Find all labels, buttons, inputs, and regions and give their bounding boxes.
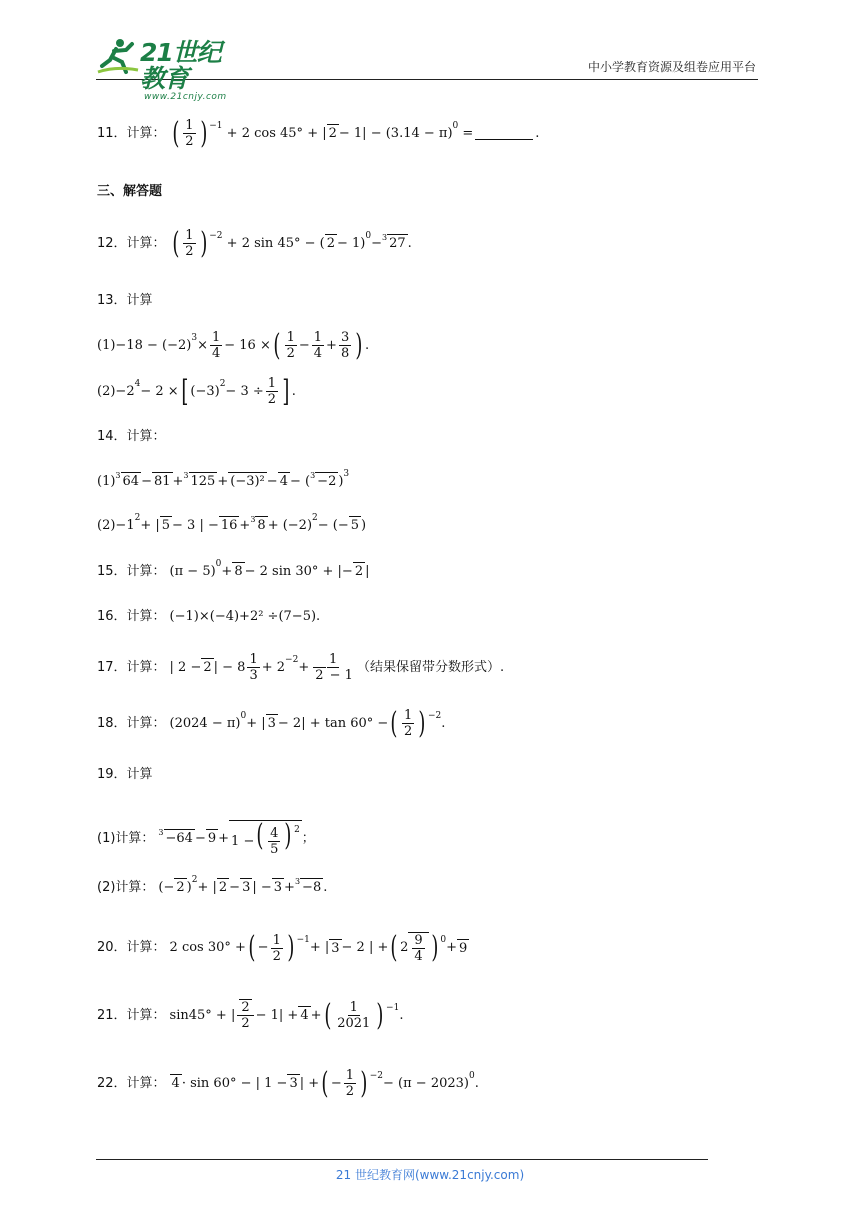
question-17: 17．计算： | 2 − 2 | − 8 $\frac{1}{3}$ + 2 −2 + $\frac{1}{2 - 1}$ （结果保留带分数形式）. xyxy=(97,652,505,683)
page-header xyxy=(96,34,758,102)
question-expression: (2024 − π) 0 + | 3 − 2| + tan 60° − ( $\frac{1}{2}$ ) −2 . xyxy=(169,705,446,741)
question-expression: (π − 5) 0 + 8 − 2 sin 30° + |− 2 | xyxy=(169,558,370,579)
logo-url: www.21cnjy.com xyxy=(144,92,227,102)
question-expression: (−1)×(−4)+2² ÷(7−5). xyxy=(169,609,321,624)
question-13-part-1 xyxy=(97,327,370,363)
logo-title: 21世纪教育 xyxy=(140,38,221,93)
question-expression: (1) −18 − (−2) 3 × $\frac{1}{4}$ − 16 × ( $\frac{1}{2}$ − $\frac{1}{4}$ + $\frac{3}{8}$ ) . xyxy=(97,327,370,363)
footer-link[interactable]: 21 世纪教育网(www.21cnjy.com) xyxy=(335,1168,525,1182)
question-19-part-1: (1)计算： 3 −64 − 9 + 1 −( $\frac{4}{5}$ ) $^2$ ； xyxy=(97,818,315,857)
question-16: 16．计算： (−1)×(−4)+2² ÷(7−5). xyxy=(97,609,321,624)
section-title: 三、解答题 xyxy=(97,184,163,199)
question-13-part-2 xyxy=(97,373,296,409)
question-15: 15．计算： (π − 5) 0 + 8 − 2 sin 30° + |− 2 | xyxy=(97,558,370,579)
question-label: 11．计算： xyxy=(97,125,166,141)
question-expression: sin45° + | $\frac{2}{2}$ − 1| + 4 + ( $\frac{1}{2021}$ ) −1 . xyxy=(169,997,404,1033)
answer-blank[interactable] xyxy=(475,128,533,140)
question-expression: (1) 3 64 − 81 + 3 125 + (−3)² − 4 − ( 3 −2 ) 3 xyxy=(97,468,350,489)
question-22: 22．计算： 4 · sin 60° − | 1 − 3 | + ( − $\frac{1}{2}$ ) −2 − (π − 2023) 0 . xyxy=(97,1065,479,1101)
question-18: 18．计算： (2024 − π) 0 + | 3 − 2| + tan 60° − ( $\frac{1}{2}$ ) −2 . xyxy=(97,705,446,741)
question-expression: 3 −64 − 9 + 1 −( $\frac{4}{5}$ ) $^2$ ； xyxy=(158,818,315,857)
question-14: 14．计算： xyxy=(97,429,166,444)
question-12: 12．计算： ( $\frac{1}{2}$ ) −2 + 2 sin 45° − ( 2 − 1) 0 − 3 27 . xyxy=(97,225,412,261)
question-expression: (2) −2 4 − 2 × [ (−3) 2 − 3 ÷ $\frac{1}{2}$ ] . xyxy=(97,373,296,409)
question-expression: 4 · sin 60° − | 1 − 3 | + ( − $\frac{1}{2}$ ) −2 − (π − 2023) 0 . xyxy=(171,1065,479,1101)
question-expression: ( $\frac{1}{2}$ ) −1 + 2 cos 45° + | 2 − 1| − (3.14 − π) 0 = . xyxy=(171,115,540,151)
question-expression: ( $\frac{1}{2}$ ) −2 + 2 sin 45° − ( 2 − 1) 0 − 3 27 . xyxy=(171,225,412,261)
question-expression: (2) −1 2 + | 5 − 3 | − 16 + 3 8 + (−2) 2 − (− 5 ) xyxy=(97,512,367,533)
question-note: （结果保留带分数形式）. xyxy=(356,659,505,675)
platform-name: 中小学教育资源及组卷应用平台 xyxy=(587,60,756,74)
question-19: 19．计算 xyxy=(97,767,153,782)
question-20: 20．计算： 2 cos 30° + ( − $\frac{1}{2}$ ) −1 + | 3 − 2 | + ( 2 $\frac{9}{4}$ ) 0 + 9 xyxy=(97,930,468,965)
question-21: 21．计算： sin45° + | $\frac{2}{2}$ − 1| + 4 + ( $\frac{1}{2021}$ ) −1 . xyxy=(97,997,404,1033)
site-logo xyxy=(96,34,227,102)
question-13: 13．计算 xyxy=(97,293,153,308)
question-expression: 2 cos 30° + ( − $\frac{1}{2}$ ) −1 + | 3 − 2 | + ( 2 $\frac{9}{4}$ ) 0 + 9 xyxy=(169,930,468,965)
question-expression: (− 2 ) 2 + | 2 − 3 | − 3 + 3 −8 . xyxy=(158,874,328,895)
footer-divider xyxy=(96,1159,708,1160)
question-14-part-2 xyxy=(97,512,367,535)
runner-logo-icon xyxy=(96,36,140,76)
question-expression: | 2 − 2 | − 8 $\frac{1}{3}$ + 2 −2 + $\frac{1}{2 - 1}$ xyxy=(169,652,353,683)
question-19-part-2: (2)计算： (− 2 ) 2 + | 2 − 3 | − 3 + 3 −8 . xyxy=(97,874,328,895)
question-14-part-1 xyxy=(97,468,350,491)
question-11 xyxy=(97,115,540,151)
